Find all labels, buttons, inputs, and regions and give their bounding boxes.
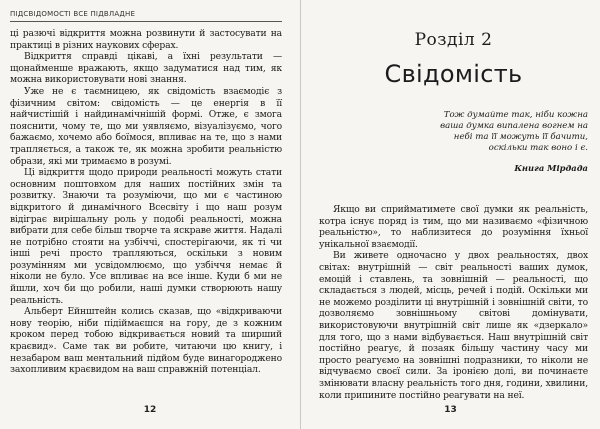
right-page [300,0,600,429]
right-body-text [319,204,588,401]
epigraph-author: Книга Мірдада [514,163,588,173]
chapter-label: Розділ 2 [414,30,493,50]
epigraph-text: Тож думайте так, ніби кожна ваша думка випалена вогнем на небі та її можуть її бачити, оскільки так воно і є. [440,110,588,153]
left-body-text [10,28,282,376]
epigraph [319,110,588,174]
paragraph: ці разючі відкриття можна розвинути й застосувати на практиці в різних наукових сферах. [10,28,282,51]
paragraph: Ви живете одночасно у двох реальностях, двох світах: внутрішній — світ реальності ваших думок, емоцій і ставлень, та зовнішній — реальності, що складається з людей, місць, речей і подій. Оскільки ми не можемо розділити ці внутрішній і зовнішній світи, то дозволяємо зовнішньому світові домінувати, використовуючи внутрішній світ лише як «дзеркало» для того, що з нами відбувається. Наш внутрішній світ постійно реагує, й позаяк більшу частину часу ми просто реагуємо на зовнішні подразники, то ніколи не відчуваємо своєї сили. За іронією долі, ви починаєте змінювати власну реальність того дня, години, хвилини, коли припините постійно реагувати на неї. [319,250,588,401]
chapter-title: Свідомість [384,60,523,88]
page-number-right: 13 [444,405,457,415]
running-header: ПІДСВІДОМОСТІ ВСЕ ПІДВЛАДНЕ [10,0,282,22]
paragraph: Уже не є таємницею, як свідомість взаємодіє з фізичним світом: свідомість — це енергія в її найчистішій і найдинамічнішій формі. Отже, є змога пояснити, чому те, що ми уявляємо, візуалізуємо, чого бажаємо, хочемо або боїмося, впливає на те, що з нами трапляється, а також те, як можна зробити реальністю образи, які ми тримаємо в розумі. [10,85,282,167]
paragraph: Відкриття справді цікаві, а їхні результати — щонайменше вражають, якщо задуматися над тим, як можна використовувати нові знання. [10,51,282,86]
paragraph: Якщо ви сприйматимете свої думки як реальність, котра існує поряд із тим, що ми називаємо «фізичною реальністю», то наблизитеся до розуміння їхньої унікальної взаємодії. [319,204,588,250]
paragraph: Альберт Ейнштейн колись сказав, що «відкриваючи нову теорію, ніби підіймаєшся на гору, де з кожним кроком перед тобою відкривається новий та ширший краєвид». Саме так ви робите, читаючи цю книгу, і незабаром ваш ментальний підйом буде винагороджено захопливим краєвидом на ваш справжній потенціал. [10,306,282,376]
page-number-left: 12 [143,405,157,415]
paragraph: Ці відкриття щодо природи реальності можуть стати основним поштовхом для наших постійних змін та розвитку. Знаючи та розуміючи, що ми є частиною відкритого й динамічного Всесвіту і що наш розум відіграє вирішальну роль у подобі реальності, можна вибрати для себе більш творче та яскраве життя. Надалі не потрібно стояти на узбіччі, спостерігаючи, як ті чи інші речі просто трапляються, оскільки з новим розумінням ми усвідомлюємо, що узбіччя немає й ніколи не було. Усе впливає на все інше. Куди б ми не йшли, хоч би що робили, наші думки створюють нашу реальність. [10,167,282,306]
